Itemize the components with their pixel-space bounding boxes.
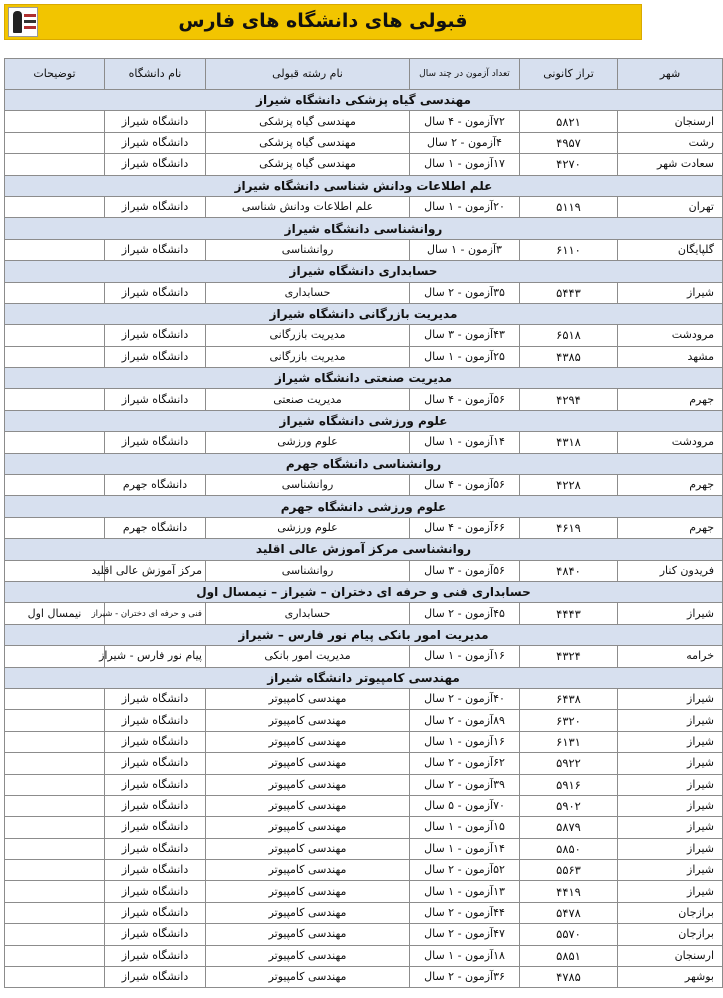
- table-row: [5, 924, 723, 945]
- major-cell: حسابداری: [206, 282, 410, 303]
- score-cell: ۵۸۵۰: [520, 838, 618, 859]
- table-body: [5, 90, 723, 988]
- exams-cell: ۷۲آزمون - ۴ سال: [410, 111, 520, 132]
- group-header-row: [5, 410, 723, 431]
- notes-cell: [5, 517, 105, 538]
- table-row: [5, 795, 723, 816]
- university-cell: فنی و حرفه ای دختران - شیراز: [105, 603, 206, 624]
- score-cell: ۴۳۲۴: [520, 646, 618, 667]
- major-cell: مهندسی کامپیوتر: [206, 817, 410, 838]
- university-cell: دانشگاه شیراز: [105, 753, 206, 774]
- university-cell: دانشگاه شیراز: [105, 688, 206, 709]
- exams-cell: ۵۶آزمون - ۳ سال: [410, 560, 520, 581]
- major-cell: مهندسی کامپیوتر: [206, 945, 410, 966]
- table-row: [5, 560, 723, 581]
- score-cell: ۴۳۸۵: [520, 346, 618, 367]
- table-row: [5, 967, 723, 988]
- city-cell: فریدون کنار: [618, 560, 723, 581]
- university-cell: دانشگاه شیراز: [105, 710, 206, 731]
- exams-cell: ۲۰آزمون - ۱ سال: [410, 196, 520, 217]
- score-cell: ۴۹۵۷: [520, 132, 618, 153]
- university-cell: دانشگاه شیراز: [105, 774, 206, 795]
- notes-cell: [5, 838, 105, 859]
- major-cell: مهندسی کامپیوتر: [206, 753, 410, 774]
- major-cell: حسابداری: [206, 603, 410, 624]
- score-cell: ۴۶۱۹: [520, 517, 618, 538]
- score-cell: ۶۱۳۱: [520, 731, 618, 752]
- major-cell: علوم ورزشی: [206, 517, 410, 538]
- major-cell: مهندسی کامپیوتر: [206, 688, 410, 709]
- group-header-row: [5, 496, 723, 517]
- table-row: [5, 646, 723, 667]
- group-title: حسابداری فنی و حرفه ای دختران – شیراز – نیمسال اول: [5, 581, 723, 602]
- exams-cell: ۱۶آزمون - ۱ سال: [410, 646, 520, 667]
- city-cell: جهرم: [618, 517, 723, 538]
- university-cell: دانشگاه شیراز: [105, 389, 206, 410]
- major-cell: مهندسی کامپیوتر: [206, 967, 410, 988]
- notes-cell: [5, 646, 105, 667]
- city-cell: ارسنجان: [618, 111, 723, 132]
- exams-cell: ۴۰آزمون - ۲ سال: [410, 688, 520, 709]
- group-title: مهندسی گیاه پزشکی دانشگاه شیراز: [5, 90, 723, 111]
- major-cell: روانشناسی: [206, 239, 410, 260]
- table-row: [5, 753, 723, 774]
- city-cell: تهران: [618, 196, 723, 217]
- notes-cell: [5, 111, 105, 132]
- group-title: مهندسی کامپیوتر دانشگاه شیراز: [5, 667, 723, 688]
- major-cell: روانشناسی: [206, 475, 410, 496]
- city-cell: گلپایگان: [618, 239, 723, 260]
- exams-cell: ۶۶آزمون - ۴ سال: [410, 517, 520, 538]
- city-cell: مشهد: [618, 346, 723, 367]
- score-cell: ۵۹۲۲: [520, 753, 618, 774]
- exams-cell: ۴۳آزمون - ۳ سال: [410, 325, 520, 346]
- city-cell: خرامه: [618, 646, 723, 667]
- university-cell: پیام نور فارس - شیراز: [105, 646, 206, 667]
- major-cell: مهندسی کامپیوتر: [206, 860, 410, 881]
- group-title: روانشناسی مرکز آموزش عالی اقلید: [5, 539, 723, 560]
- university-cell: دانشگاه جهرم: [105, 475, 206, 496]
- major-cell: مهندسی کامپیوتر: [206, 795, 410, 816]
- notes-cell: [5, 282, 105, 303]
- university-cell: دانشگاه شیراز: [105, 795, 206, 816]
- group-header-row: [5, 175, 723, 196]
- notes-cell: [5, 731, 105, 752]
- city-cell: شیراز: [618, 817, 723, 838]
- score-cell: ۴۴۱۹: [520, 881, 618, 902]
- exams-cell: ۱۴آزمون - ۱ سال: [410, 838, 520, 859]
- city-cell: شیراز: [618, 753, 723, 774]
- notes-cell: [5, 817, 105, 838]
- city-cell: شیراز: [618, 795, 723, 816]
- university-cell: دانشگاه شیراز: [105, 154, 206, 175]
- table-row: [5, 860, 723, 881]
- notes-cell: [5, 753, 105, 774]
- exams-cell: ۴آزمون - ۲ سال: [410, 132, 520, 153]
- university-cell: دانشگاه شیراز: [105, 881, 206, 902]
- notes-cell: [5, 924, 105, 945]
- university-cell: دانشگاه شیراز: [105, 731, 206, 752]
- university-cell: دانشگاه شیراز: [105, 817, 206, 838]
- city-cell: شیراز: [618, 688, 723, 709]
- score-cell: ۵۵۷۰: [520, 924, 618, 945]
- score-cell: ۵۱۱۹: [520, 196, 618, 217]
- group-title: علوم ورزشی دانشگاه شیراز: [5, 410, 723, 431]
- score-cell: ۴۲۲۸: [520, 475, 618, 496]
- table-row: [5, 389, 723, 410]
- notes-cell: [5, 475, 105, 496]
- notes-cell: نیمسال اول: [5, 603, 105, 624]
- notes-cell: [5, 346, 105, 367]
- exams-cell: ۶۲آزمون - ۲ سال: [410, 753, 520, 774]
- group-title: روانشناسی دانشگاه شیراز: [5, 218, 723, 239]
- notes-cell: [5, 154, 105, 175]
- exams-cell: ۱۳آزمون - ۱ سال: [410, 881, 520, 902]
- major-cell: علم اطلاعات ودانش شناسی: [206, 196, 410, 217]
- group-header-row: [5, 624, 723, 645]
- group-header-row: [5, 539, 723, 560]
- exams-cell: ۲۵آزمون - ۱ سال: [410, 346, 520, 367]
- group-header-row: [5, 453, 723, 474]
- city-cell: مرودشت: [618, 432, 723, 453]
- notes-cell: [5, 560, 105, 581]
- group-title: روانشناسی دانشگاه جهرم: [5, 453, 723, 474]
- city-cell: شیراز: [618, 603, 723, 624]
- table-row: [5, 881, 723, 902]
- score-cell: ۵۹۱۶: [520, 774, 618, 795]
- table-row: [5, 239, 723, 260]
- university-cell: دانشگاه جهرم: [105, 517, 206, 538]
- city-cell: شیراز: [618, 731, 723, 752]
- score-cell: ۵۴۷۸: [520, 902, 618, 923]
- university-cell: دانشگاه شیراز: [105, 860, 206, 881]
- notes-cell: [5, 432, 105, 453]
- notes-cell: [5, 196, 105, 217]
- score-cell: ۴۷۸۵: [520, 967, 618, 988]
- city-cell: برازجان: [618, 924, 723, 945]
- page-title: قبولی های دانشگاه های فارس: [178, 10, 468, 32]
- table-row: [5, 111, 723, 132]
- group-title: مدیریت بازرگانی دانشگاه شیراز: [5, 303, 723, 324]
- city-cell: رشت: [618, 132, 723, 153]
- university-cell: دانشگاه شیراز: [105, 239, 206, 260]
- group-title: علم اطلاعات ودانش شناسی دانشگاه شیراز: [5, 175, 723, 196]
- notes-cell: [5, 967, 105, 988]
- university-cell: مرکز آموزش عالی اقلید: [105, 560, 206, 581]
- major-cell: مهندسی کامپیوتر: [206, 881, 410, 902]
- major-cell: مدیریت بازرگانی: [206, 346, 410, 367]
- notes-cell: [5, 239, 105, 260]
- notes-cell: [5, 881, 105, 902]
- group-header-row: [5, 581, 723, 602]
- notes-cell: [5, 325, 105, 346]
- table-row: [5, 432, 723, 453]
- table-row: [5, 945, 723, 966]
- exams-cell: ۳۹آزمون - ۲ سال: [410, 774, 520, 795]
- major-cell: علوم ورزشی: [206, 432, 410, 453]
- table-row: [5, 817, 723, 838]
- city-cell: شیراز: [618, 282, 723, 303]
- university-cell: دانشگاه شیراز: [105, 282, 206, 303]
- exams-cell: ۷۰آزمون - ۵ سال: [410, 795, 520, 816]
- notes-cell: [5, 389, 105, 410]
- university-cell: دانشگاه شیراز: [105, 196, 206, 217]
- notes-cell: [5, 710, 105, 731]
- score-cell: ۵۸۲۱: [520, 111, 618, 132]
- table-row: [5, 774, 723, 795]
- score-cell: ۴۳۱۸: [520, 432, 618, 453]
- exams-cell: ۱۴آزمون - ۱ سال: [410, 432, 520, 453]
- major-cell: مهندسی کامپیوتر: [206, 774, 410, 795]
- score-cell: ۶۴۳۸: [520, 688, 618, 709]
- group-title: علوم ورزشی دانشگاه جهرم: [5, 496, 723, 517]
- notes-cell: [5, 688, 105, 709]
- city-cell: ارسنجان: [618, 945, 723, 966]
- major-cell: مهندسی کامپیوتر: [206, 924, 410, 945]
- group-title: مدیریت صنعتی دانشگاه شیراز: [5, 368, 723, 389]
- major-cell: مدیریت امور بانکی: [206, 646, 410, 667]
- title-banner: [4, 4, 642, 40]
- table-row: [5, 902, 723, 923]
- table-row: [5, 838, 723, 859]
- group-header-row: [5, 90, 723, 111]
- table-header-row: [5, 59, 723, 90]
- exams-cell: ۳۶آزمون - ۲ سال: [410, 967, 520, 988]
- notes-cell: [5, 795, 105, 816]
- header-score: تراز کانونی: [520, 59, 618, 90]
- major-cell: مهندسی کامپیوتر: [206, 838, 410, 859]
- university-cell: دانشگاه شیراز: [105, 902, 206, 923]
- header-university: نام دانشگاه: [105, 59, 206, 90]
- group-header-row: [5, 368, 723, 389]
- notes-cell: [5, 902, 105, 923]
- group-header-row: [5, 667, 723, 688]
- header-major: نام رشته قبولی: [206, 59, 410, 90]
- group-title: مدیریت امور بانکی پیام نور فارس – شیراز: [5, 624, 723, 645]
- major-cell: مهندسی کامپیوتر: [206, 731, 410, 752]
- exams-cell: ۱۵آزمون - ۱ سال: [410, 817, 520, 838]
- exams-cell: ۱۶آزمون - ۱ سال: [410, 731, 520, 752]
- table-row: [5, 154, 723, 175]
- exams-cell: ۵۶آزمون - ۴ سال: [410, 389, 520, 410]
- exams-cell: ۴۴آزمون - ۲ سال: [410, 902, 520, 923]
- results-table: [4, 58, 723, 988]
- university-cell: دانشگاه شیراز: [105, 111, 206, 132]
- city-cell: شیراز: [618, 881, 723, 902]
- table-row: [5, 710, 723, 731]
- exams-cell: ۵۲آزمون - ۲ سال: [410, 860, 520, 881]
- score-cell: ۶۳۲۰: [520, 710, 618, 731]
- table-row: [5, 731, 723, 752]
- group-header-row: [5, 261, 723, 282]
- city-cell: مرودشت: [618, 325, 723, 346]
- major-cell: مهندسی کامپیوتر: [206, 710, 410, 731]
- major-cell: مهندسی گیاه پزشکی: [206, 154, 410, 175]
- city-cell: برازجان: [618, 902, 723, 923]
- university-cell: دانشگاه شیراز: [105, 924, 206, 945]
- city-cell: جهرم: [618, 475, 723, 496]
- city-cell: سعادت شهر: [618, 154, 723, 175]
- city-cell: شیراز: [618, 838, 723, 859]
- exams-cell: ۱۸آزمون - ۱ سال: [410, 945, 520, 966]
- notes-cell: [5, 132, 105, 153]
- exams-cell: ۸۹آزمون - ۲ سال: [410, 710, 520, 731]
- header-notes: توضیحات: [5, 59, 105, 90]
- score-cell: ۵۸۵۱: [520, 945, 618, 966]
- city-cell: جهرم: [618, 389, 723, 410]
- notes-cell: [5, 945, 105, 966]
- table-row: [5, 346, 723, 367]
- exams-cell: ۵۶آزمون - ۴ سال: [410, 475, 520, 496]
- header-city: شهر: [618, 59, 723, 90]
- major-cell: مدیریت بازرگانی: [206, 325, 410, 346]
- table-row: [5, 196, 723, 217]
- city-cell: بوشهر: [618, 967, 723, 988]
- university-cell: دانشگاه شیراز: [105, 967, 206, 988]
- table-row: [5, 282, 723, 303]
- score-cell: ۵۵۶۳: [520, 860, 618, 881]
- group-header-row: [5, 218, 723, 239]
- group-title: حسابداری دانشگاه شیراز: [5, 261, 723, 282]
- notes-cell: [5, 774, 105, 795]
- university-cell: دانشگاه شیراز: [105, 346, 206, 367]
- major-cell: مدیریت صنعتی: [206, 389, 410, 410]
- major-cell: روانشناسی: [206, 560, 410, 581]
- university-cell: دانشگاه شیراز: [105, 838, 206, 859]
- table-row: [5, 132, 723, 153]
- group-header-row: [5, 303, 723, 324]
- table-row: [5, 688, 723, 709]
- exams-cell: ۴۵آزمون - ۲ سال: [410, 603, 520, 624]
- score-cell: ۴۴۴۳: [520, 603, 618, 624]
- header-exams: تعداد آزمون در چند سال: [410, 59, 520, 90]
- major-cell: مهندسی گیاه پزشکی: [206, 132, 410, 153]
- exams-cell: ۱۷آزمون - ۱ سال: [410, 154, 520, 175]
- city-cell: شیراز: [618, 774, 723, 795]
- university-cell: دانشگاه شیراز: [105, 945, 206, 966]
- university-cell: دانشگاه شیراز: [105, 325, 206, 346]
- major-cell: مهندسی گیاه پزشکی: [206, 111, 410, 132]
- table-row: [5, 517, 723, 538]
- score-cell: ۵۴۴۳: [520, 282, 618, 303]
- score-cell: ۴۲۷۰: [520, 154, 618, 175]
- exams-cell: ۳۵آزمون - ۲ سال: [410, 282, 520, 303]
- score-cell: ۴۲۹۴: [520, 389, 618, 410]
- notes-cell: [5, 860, 105, 881]
- major-cell: مهندسی کامپیوتر: [206, 902, 410, 923]
- city-cell: شیراز: [618, 860, 723, 881]
- city-cell: شیراز: [618, 710, 723, 731]
- score-cell: ۵۹۰۲: [520, 795, 618, 816]
- score-cell: ۴۸۴۰: [520, 560, 618, 581]
- table-row: [5, 603, 723, 624]
- exams-cell: ۳آزمون - ۱ سال: [410, 239, 520, 260]
- score-cell: ۶۱۱۰: [520, 239, 618, 260]
- university-cell: دانشگاه شیراز: [105, 132, 206, 153]
- table-row: [5, 475, 723, 496]
- exams-cell: ۴۷آزمون - ۲ سال: [410, 924, 520, 945]
- table-row: [5, 325, 723, 346]
- university-cell: دانشگاه شیراز: [105, 432, 206, 453]
- score-cell: ۵۸۷۹: [520, 817, 618, 838]
- score-cell: ۶۵۱۸: [520, 325, 618, 346]
